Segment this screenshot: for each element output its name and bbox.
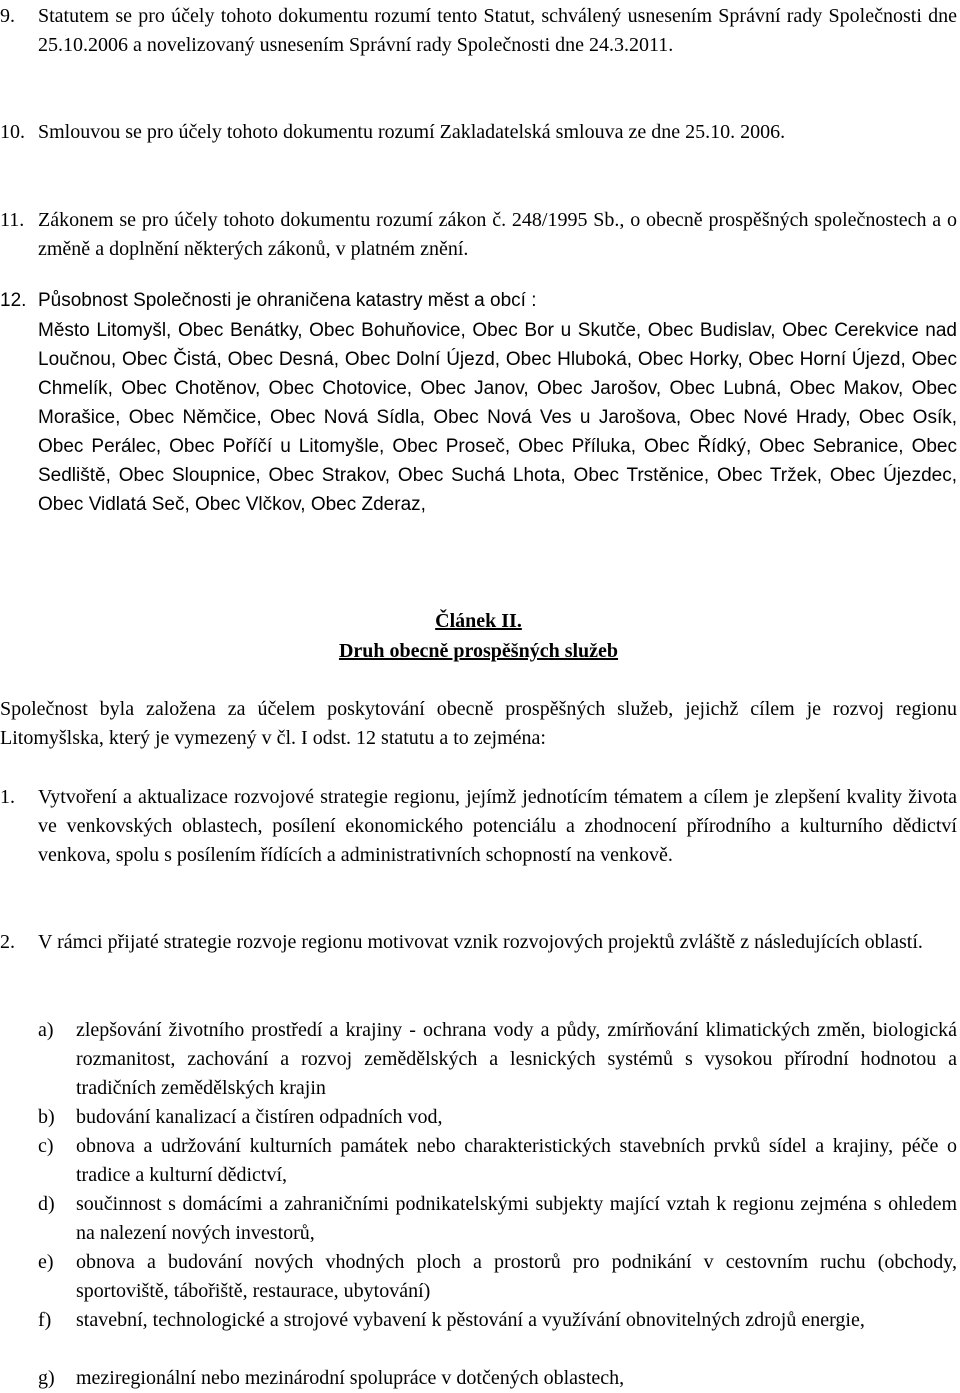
item-text: zlepšování životního prostředí a krajiny - ochrana vody a půdy, zmírňování klimatických změn, biologická rozmanitost, zachování a rozvoj zemědělských a lesnických systémů s vysokou přírodní hodnotou a tradičních zemědělských krajin (76, 1019, 957, 1099)
item-text: Působnost Společnosti je ohraničena katastry měst a obcí : (38, 290, 537, 311)
item-text: obnova a budování nových vhodných ploch a prostorů pro podnikání v cestovním ruchu (obchody, sportoviště, tábořiště, restaurace, ubytování) (76, 1251, 957, 1302)
sub-item-a (38, 1016, 957, 1103)
service-item-2 (0, 928, 957, 957)
item-number: 1. (0, 786, 15, 808)
municipalities-list: Město Litomyšl, Obec Benátky, Obec Bohuňovice, Obec Bor u Skutče, Obec Budislav, Obec Cerekvice nad Loučnou, Obec Čistá, Obec Desná, Obec Dolní Újezd, Obec Hluboká, Obec Horky, Obec Horní Újezd, Obec Chmelík, Obec Chotěnov, Obec Chotovice, Obec Janov, Obec Jarošov, Obec Lubná, Obec Makov, Obec Morašice, Obec Němčice, Obec Nová Sídla, Obec Nová Ves u Jarošova, Obec Nové Hrady, Obec Osík, Obec Perálec, Obec Poříčí u Litomyšle, Obec Proseč, Obec Příluka, Obec Řídký, Obec Sebranice, Obec Sedliště, Obec Sloupnice, Obec Strakov, Obec Suchá Lhota, Obec Trstěnice, Obec Tržek, Obec Újezdec, Obec Vidlatá Seč, Obec Vlčkov, Obec Zderaz, (38, 320, 957, 515)
item-number: 9. (0, 5, 15, 27)
item-text: meziregionální nebo mezinárodní spolupráce v dotčených oblastech, (76, 1367, 625, 1389)
sub-item-d (38, 1190, 957, 1248)
item-letter: b) (38, 1106, 55, 1128)
sub-item-b (38, 1103, 957, 1132)
definition-item-10 (0, 118, 957, 147)
item-letter: e) (38, 1251, 54, 1273)
sub-item-c (38, 1132, 957, 1190)
item-letter: a) (38, 1019, 54, 1041)
item-letter: f) (38, 1309, 52, 1331)
item-number: 11. (0, 209, 25, 231)
item-text: V rámci přijaté strategie rozvoje regionu motivovat vznik rozvojových projektů zvláště z následujících oblastí. (38, 931, 923, 953)
item-letter: g) (38, 1367, 55, 1389)
intro-paragraph: Společnost byla založena za účelem poskytování obecně prospěšných služeb, jejichž cílem je rozvoj regionu Litomyšlska, který je vymezený v čl. I odst. 12 statutu a to zejména: (0, 698, 957, 749)
item-text: Vytvoření a aktualizace rozvojové strategie regionu, jejímž jednotícím tématem a cílem je zlepšení kvality života ve venkovských oblastech, posílení ekonomického potenciálu a zhodnocení přírodního a kulturního dědictví venkova, spolu s posílením řídících a administrativních schopností na venkově. (38, 786, 957, 866)
item-text: budování kanalizací a čistíren odpadních vod, (76, 1106, 443, 1128)
item-letter: c) (38, 1135, 54, 1157)
item-text: obnova a udržování kulturních památek nebo charakteristických stavebních prvků sídel a krajiny, péče o tradice a kulturní dědictví, (76, 1135, 957, 1186)
item-text: Statutem se pro účely tohoto dokumentu rozumí tento Statut, schválený usnesením Správní rady Společnosti dne 25.10.2006 a novelizovaný usnesením Správní rady Společnosti dne 24.3.2011. (38, 5, 957, 56)
item-text: Smlouvou se pro účely tohoto dokumentu rozumí Zakladatelská smlouva ze dne 25.10. 2006. (38, 121, 786, 143)
item-number: 10. (0, 121, 25, 143)
definition-item-12 (0, 286, 957, 315)
sub-item-e (38, 1248, 957, 1306)
definition-item-11 (0, 206, 957, 264)
item-text: stavební, technologické a strojové vybavení k pěstování a využívání obnovitelných zdrojů energie, (76, 1309, 865, 1331)
item-number: 2. (0, 931, 15, 953)
sub-item-g (38, 1364, 957, 1393)
item-number: 12. (0, 290, 27, 311)
item-text: Zákonem se pro účely tohoto dokumentu rozumí zákon č. 248/1995 Sb., o obecně prospěšných společnostech a o změně a doplnění některých zákonů, v platném znění. (38, 209, 957, 260)
article-title: Druh obecně prospěšných služeb (338, 640, 619, 662)
service-item-1 (0, 783, 957, 870)
item-letter: d) (38, 1193, 55, 1215)
item-text: součinnost s domácími a zahraničními podnikatelskými subjekty mající vztah k regionu zejména s ohledem na nalezení nových investorů, (76, 1193, 957, 1244)
definition-item-9 (0, 2, 957, 60)
sub-item-f (38, 1306, 957, 1335)
article-number: Článek II. (435, 610, 522, 632)
